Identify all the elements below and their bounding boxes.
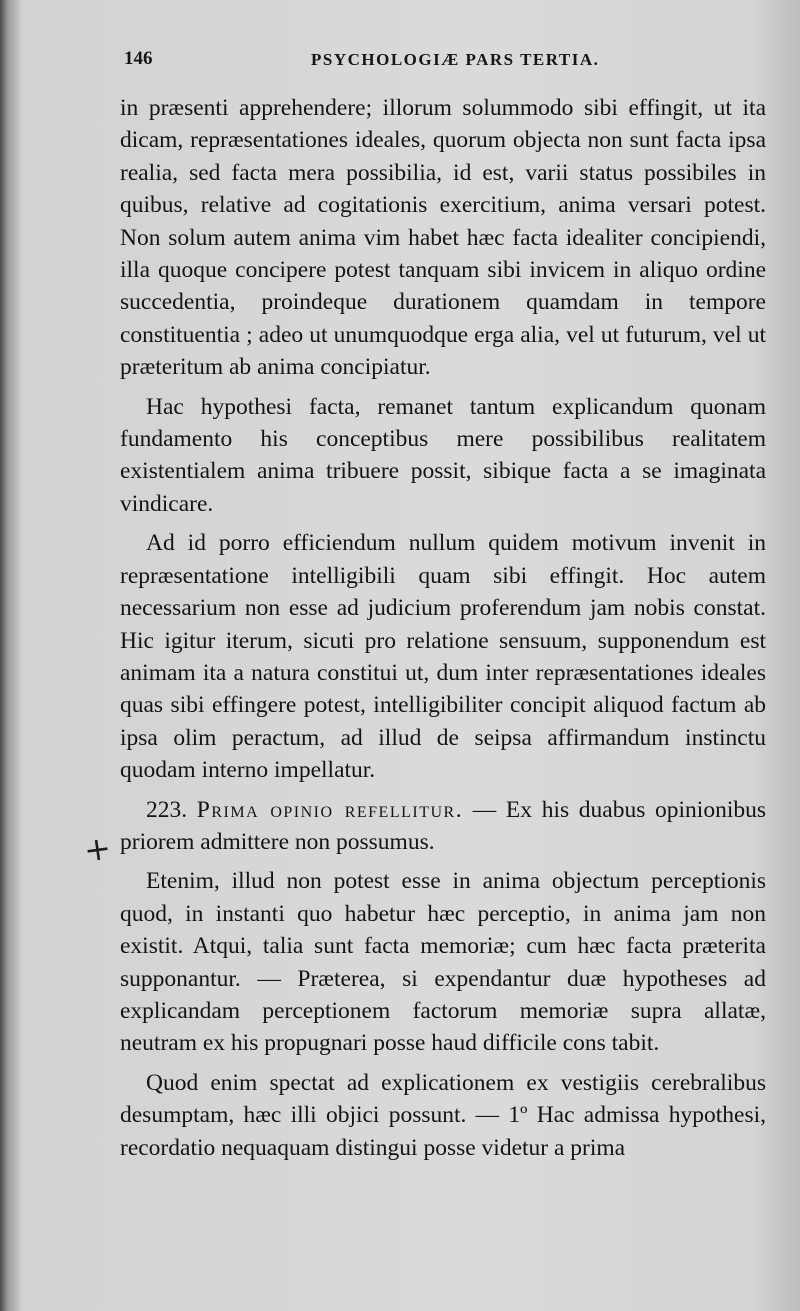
page-header (124, 48, 764, 78)
section-223-paragraph (120, 794, 766, 859)
paragraph-6: Quod enim spectat ad explicationem ex vestigiis cerebralibus desumptam, hæc illi objici possunt. — 1º Hac admissa hypothesi, recordatio nequaquam distingui posse videtur a prima (120, 1069, 766, 1161)
body-text (120, 92, 766, 1171)
section-title: Prima opinio refellitur. (196, 796, 464, 823)
paragraph-1: in præsenti apprehendere; illorum solummodo sibi effingit, ut ita dicam, repræsentationes ideales, quorum objecta non sunt facta ipsa realia, sed facta mera possibilia, id est, varii status possibiles in quibus, relative ad cogitationis exercitium, anima versari potest. Non solum autem anima vim habet hæc facta idealiter concipiendi, illa quoque concipere potest tanquam sibi invicem in aliquo ordine succedentia, proindeque durationem quamdam in tempore constituentia ; adeo ut unumquodque erga alia, vel ut futurum, vel ut præteritum ab anima concipiatur. (120, 95, 766, 381)
paragraph-5: Etenim, illud non potest esse in anima objectum perceptionis quod, in instanti quo habetur hæc perceptio, in anima jam non existit. Atqui, talia sunt facta memoriæ; cum hæc facta præterita supponantur. — Præterea, si expendantur duæ hypotheses ad explicandam perceptionem factorum memoriæ supra allatæ, neutram ex his propugnari posse haud difficile cons tabit. (120, 868, 766, 1057)
page-number: 146 (124, 48, 153, 69)
handwritten-cross-mark: + (81, 828, 114, 870)
running-head: PSYCHOLOGIÆ PARS TERTIA. (311, 50, 600, 69)
paragraph-2: Hac hypothesi facta, remanet tantum explicandum quonam fundamento his conceptibus mere possibilibus realitatem existentialem anima tribuere possit, sibique facta a se imaginata vindicare. (120, 393, 766, 517)
section-text: — Ex his duabus opinionibus priorem admittere non possumus. (120, 796, 767, 855)
paragraph-3: Ad id porro efficiendum nullum quidem motivum invenit in repræsentatione intelligibili quam sibi effingit. Hoc autem necessarium non esse ad judicium proferendum jam nobis constat. Hic igitur iterum, sicuti pro relatione sensuum, supponendum est animam ita a natura constitui ut, dum inter repræsentationes ideales quas sibi effingere potest, intelligibiliter concipit aliquod factum ab ipsa olim peractum, ad illud de seipsa affirmandum instinctu quodam interno impellatur. (120, 530, 766, 784)
section-number: 223. (146, 796, 188, 823)
